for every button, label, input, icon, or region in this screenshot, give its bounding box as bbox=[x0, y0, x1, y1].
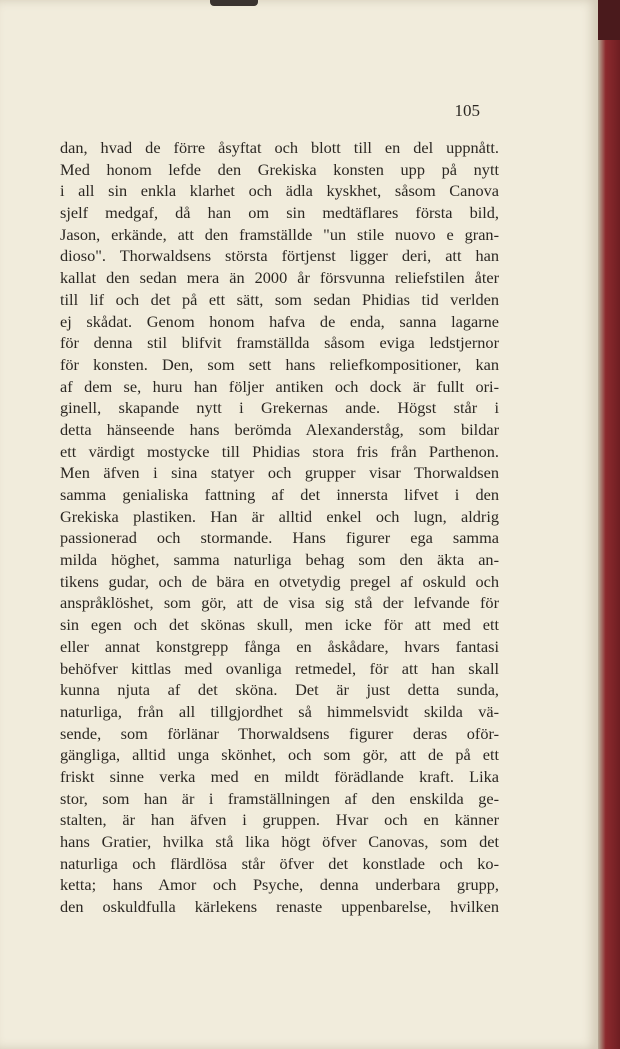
text-line: ketta; hans Amor och Psyche, denna underbara grupp, bbox=[60, 875, 499, 895]
text-line: för konsten. Den, som sett hans reliefkompositioner, kan bbox=[60, 354, 499, 374]
text-line: ett värdigt mostycke till Phidias stora fris från Parthenon. bbox=[60, 441, 499, 461]
text-line: stalten, är han äfven i gruppen. Hvar och en känner bbox=[60, 810, 499, 830]
text-line: behöfver kittlas med ovanliga retmedel, för att han skall bbox=[60, 658, 499, 678]
text-line: tikens gudar, och de bära en otvetydig pregel af oskuld och bbox=[60, 571, 499, 591]
text-line: eller annat konstgrepp fånga en åskådare, hvars fantasi bbox=[60, 636, 499, 656]
page-number: 105 bbox=[454, 101, 480, 120]
text-line: gängliga, alltid unga skönhet, och som gör, att de på ett bbox=[60, 745, 499, 765]
text-line: Med honom lefde den Grekiska konsten upp på nytt bbox=[60, 159, 499, 179]
text-line: af dem se, huru han följer antiken och dock är fullt ori- bbox=[60, 376, 499, 396]
text-line: ej skådat. Genom honom hafva de enda, sanna lagarne bbox=[60, 311, 499, 331]
text-line: dan, hvad de förre åsyftat och blott till en del uppnått. bbox=[60, 138, 499, 157]
text-line: sin egen och det skönas skull, men icke för att med ett bbox=[60, 615, 499, 635]
text-line: dioso". Thorwaldsens största förtjenst ligger deri, att han bbox=[60, 246, 499, 266]
text-line: kunna njuta af det sköna. Det är just detta sunda, bbox=[60, 680, 499, 700]
text-line: samma genialiska fattning af det innersta lifvet i den bbox=[60, 485, 499, 504]
text-line: den oskuldfulla kärlekens renaste uppenbarelse, hvilken bbox=[60, 897, 499, 917]
text-line: anspråklöshet, som gör, att de visa sig stå der lefvande för bbox=[60, 593, 499, 613]
text-line: Men äfven i sina statyer och grupper visar Thorwaldsen bbox=[60, 463, 499, 483]
book-cover-edge bbox=[598, 0, 620, 1049]
text-line: naturliga och flärdlösa står öfver det konstlade och ko- bbox=[60, 853, 499, 873]
binding-shadow bbox=[210, 0, 258, 6]
text-line: passionerad och stormande. Hans figurer ega samma bbox=[60, 528, 499, 548]
text-line: friskt sinne verka med en mildt förädlande kraft. Lika bbox=[60, 766, 499, 786]
text-line: kallat den sedan mera än 2000 år försvunna reliefstilen åter bbox=[60, 268, 499, 288]
body-text bbox=[60, 137, 499, 918]
text-line: i all sin enkla klarhet och ädla kyskhet, såsom Canova bbox=[60, 181, 499, 201]
text-line: för denna stil blifvit framställda såsom eviga ledstjernor bbox=[60, 333, 499, 353]
text-line: detta hänseende hans berömda Alexanderståg, som bildar bbox=[60, 419, 499, 439]
text-line: Jason, erkände, att den framställde "un stile nuovo e gran- bbox=[60, 224, 499, 244]
book-cover-corner bbox=[598, 0, 620, 40]
text-line: sende, som förlänar Thorwaldsens figurer deras oför- bbox=[60, 723, 499, 743]
text-line: stor, som han är i framställningen af den enskilda ge- bbox=[60, 788, 499, 808]
text-line: sjelf medgaf, då han om sin medtäflares första bild, bbox=[60, 203, 499, 223]
text-line: Grekiska plastiken. Han är alltid enkel och lugn, aldrig bbox=[60, 506, 499, 526]
text-line: naturliga, från all tillgjordhet så himmelsvidt skilda vä- bbox=[60, 701, 499, 721]
text-line: milda höghet, samma naturliga behag som den äkta an- bbox=[60, 550, 499, 570]
text-line: hans Gratier, hvilka stå lika högt öfver Canovas, som det bbox=[60, 832, 499, 851]
text-line: ginell, skapande nytt i Grekernas ande. Högst står i bbox=[60, 398, 499, 418]
text-line: till lif och det på ett sätt, som sedan Phidias tid verlden bbox=[60, 289, 499, 309]
